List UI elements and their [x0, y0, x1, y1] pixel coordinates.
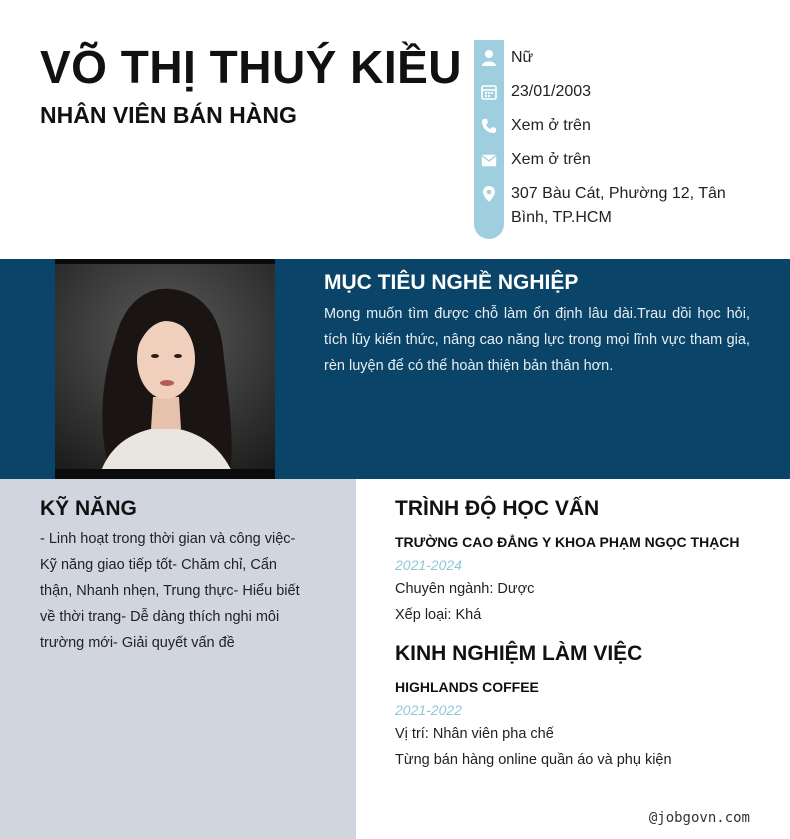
location-pin-icon: [474, 182, 504, 206]
phone-value: Xem ở trên: [511, 117, 591, 134]
experience-position: Vị trí: Nhân viên pha chế: [395, 726, 554, 742]
skills-title: KỸ NĂNG: [40, 497, 137, 520]
address-value: 307 Bàu Cát, Phường 12, Tân Bình, TP.HCM: [511, 185, 726, 226]
profile-photo: [55, 259, 275, 479]
gender-value: Nữ: [511, 49, 534, 66]
objective-title: MỤC TIÊU NGHỀ NGHIỆP: [324, 271, 579, 294]
education-period: 2021-2024: [395, 557, 462, 573]
birthdate-value: 23/01/2003: [511, 83, 592, 100]
education-rank: Xếp loại: Khá: [395, 607, 482, 623]
phone-icon: [474, 114, 504, 138]
education-title: TRÌNH ĐỘ HỌC VẤN: [395, 497, 600, 520]
candidate-name: VÕ THỊ THUÝ KIỀU: [40, 41, 463, 93]
job-title: NHÂN VIÊN BÁN HÀNG: [40, 102, 297, 128]
experience-note: Từng bán hàng online quần áo và phụ kiện: [395, 752, 672, 768]
mail-icon: [474, 148, 504, 172]
user-icon: [474, 46, 504, 70]
objective-text: Mong muốn tìm được chỗ làm ổn định lâu dài.Trau dồi học hỏi, tích lũy kiến thức, nâng cao năng lực trong mọi lĩnh vực tham gia, rèn luyện để có thể hoàn thiện bản thân hơn.: [324, 306, 750, 374]
email-value: Xem ở trên: [511, 151, 591, 168]
education-major: Chuyên ngành: Dược: [395, 581, 535, 597]
company-name: HIGHLANDS COFFEE: [395, 679, 539, 695]
calendar-icon: [474, 80, 504, 104]
school-name: TRƯỜNG CAO ĐẲNG Y KHOA PHẠM NGỌC THẠCH: [395, 534, 740, 550]
experience-title: KINH NGHIỆM LÀM VIỆC: [395, 642, 643, 665]
experience-period: 2021-2022: [395, 702, 462, 718]
skills-text: - Linh hoạt trong thời gian và công việc- Kỹ năng giao tiếp tốt- Chăm chỉ, Cẩn thận, Nhanh nhẹn, Trung thực- Hiểu biết về thời trang- Dễ dàng thích nghi môi trường mới- Giải quyết vấn đề: [40, 531, 300, 651]
watermark: @jobgovn.com: [648, 810, 750, 826]
